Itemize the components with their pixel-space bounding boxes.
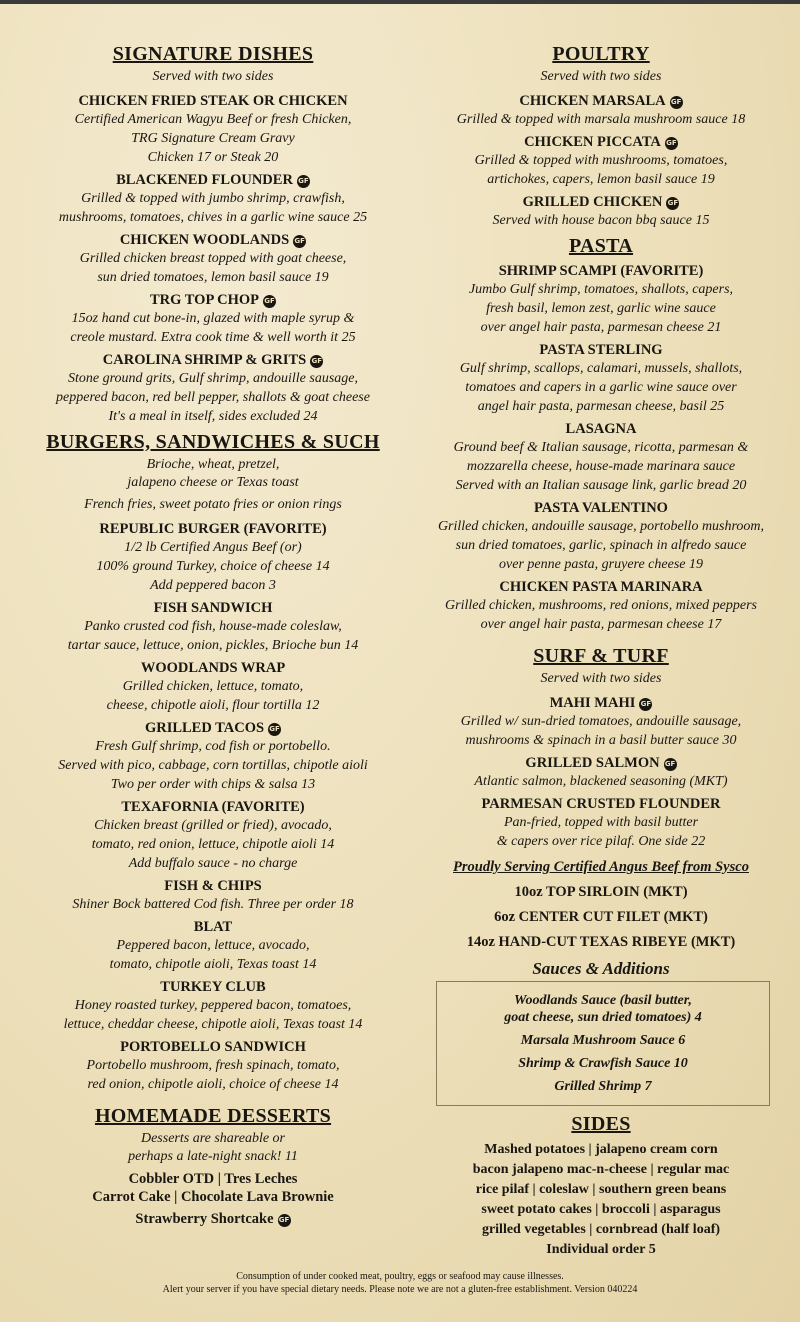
menu-item-description: tomato, chipotle aioli, Texas toast 14 (109, 957, 317, 972)
menu-item (420, 694, 782, 750)
desserts-subtitle-line: perhaps a late-night snack! 11 (128, 1149, 298, 1164)
surf-turf-subtitle: Served with two sides (540, 671, 662, 686)
menu-item-name: TURKEY CLUB (160, 979, 266, 995)
menu-item-name: GRILLED TACOS (144, 720, 265, 736)
menu-item-description: Honey roasted turkey, peppered bacon, tomatoes, (74, 998, 352, 1013)
sides-line: rice pilaf | coleslaw | southern green beans (475, 1182, 727, 1197)
gluten-free-icon: GF (278, 1214, 291, 1227)
gluten-free-icon: GF (293, 235, 306, 248)
menu-item-title (12, 599, 414, 617)
menu-item-title (420, 499, 782, 517)
sauce-item-line: Grilled Shrimp 7 (554, 1079, 652, 1094)
menu-item-description: Fresh Gulf shrimp, cod fish or portobello. (95, 739, 331, 754)
sauces-box (436, 981, 770, 1106)
menu-item (420, 499, 782, 574)
menu-item (12, 599, 414, 655)
surf-turf-heading: SURF & TURF (533, 645, 669, 667)
burgers-subtitle (12, 456, 414, 492)
dessert-line-text: Strawberry Shortcake (135, 1211, 274, 1227)
menu-item (420, 92, 782, 129)
menu-item-title (12, 798, 414, 816)
menu-item-description: Jumbo Gulf shrimp, tomatoes, shallots, capers, (468, 282, 734, 297)
menu-item-title (12, 171, 414, 189)
menu-item-description: 1/2 lb Certified Angus Beef (or) (124, 540, 302, 555)
right-column (420, 42, 782, 1260)
menu-item-description: tomato, red onion, lettuce, chipotle aioli 14 (91, 837, 335, 852)
burgers-subtitle-line: Brioche, wheat, pretzel, (146, 457, 280, 472)
menu-item-name: CHICKEN WOODLANDS (119, 232, 290, 248)
menu-item-description: over angel hair pasta, parmesan cheese 21 (480, 320, 722, 335)
menu-item-description: fresh basil, lemon zest, garlic wine sauce (486, 301, 716, 316)
angus-beef-note: Proudly Serving Certified Angus Beef from Sysco (453, 859, 749, 875)
menu-item-description: lettuce, cheddar cheese, chipotle aioli, Texas toast 14 (63, 1017, 363, 1032)
menu-item-description: cheese, chipotle aioli, flour tortilla 12 (106, 698, 320, 713)
menu-item-description: Gulf shrimp, scallops, calamari, mussels, shallots, (459, 361, 743, 376)
menu-item-description: Grilled chicken, andouille sausage, portobello mushroom, (437, 519, 765, 534)
menu-item-description: sun dried tomatoes, garlic, spinach in alfredo sauce (455, 538, 747, 553)
menu-item-title (12, 520, 414, 538)
menu-item (12, 918, 414, 974)
menu-item-description: artichokes, capers, lemon basil sauce 19 (487, 172, 715, 187)
menu-item-title (420, 694, 782, 712)
menu-item-description: over penne pasta, gruyere cheese 19 (499, 557, 703, 572)
menu-item-title (420, 420, 782, 438)
menu-item (12, 92, 414, 167)
menu-item-title (420, 795, 782, 813)
pasta-heading: PASTA (568, 235, 634, 257)
menu-item-name: GRILLED CHICKEN (522, 194, 663, 210)
gluten-free-icon: GF (670, 96, 683, 109)
menu-item (12, 171, 414, 227)
menu-item-title (420, 341, 782, 359)
menu-item-description: Grilled & topped with marsala mushroom sauce 18 (456, 112, 746, 127)
menu-item-name: TRG TOP CHOP (149, 292, 260, 308)
sides-heading: SIDES (571, 1113, 631, 1135)
menu-item-name: PARMESAN CRUSTED FLOUNDER (481, 796, 721, 812)
menu-item (12, 659, 414, 715)
signature-items (12, 92, 414, 426)
menu-item-name: SHRIMP SCAMPI (FAVORITE) (498, 263, 704, 279)
menu-item-description: Grilled chicken breast topped with goat cheese, (79, 251, 347, 266)
signature-subtitle: Served with two sides (152, 69, 274, 84)
menu-item-description: Chicken 17 or Steak 20 (147, 150, 279, 165)
menu-item (420, 262, 782, 337)
menu-item-title (12, 877, 414, 895)
menu-item-description: Served with house bacon bbq sauce 15 (492, 213, 710, 228)
menu-item-description: Chicken breast (grilled or fried), avocado, (94, 818, 332, 833)
menu-item-name: LASAGNA (565, 421, 637, 437)
sauce-item-line: goat cheese, sun dried tomatoes) 4 (504, 1010, 702, 1025)
menu-item-name: BLACKENED FLOUNDER (116, 172, 293, 188)
gluten-free-icon: GF (666, 197, 679, 210)
burgers-heading: BURGERS, SANDWICHES & SUCH (46, 431, 380, 453)
menu-item (12, 520, 414, 595)
left-column (12, 42, 414, 1228)
menu-item-name: TEXAFORNIA (FAVORITE) (121, 799, 305, 815)
sides-line: bacon jalapeno mac-n-cheese | regular mac (472, 1162, 730, 1177)
menu-item-title (12, 1038, 414, 1056)
footer-notice: Alert your server if you have special dietary needs. Please note we are not a gluten-free establishment. Version 040224 (162, 1284, 638, 1295)
menu-item-title (12, 659, 414, 677)
menu-item-description: Served with an Italian sausage link, garlic bread 20 (455, 478, 747, 493)
gluten-free-icon: GF (297, 175, 310, 188)
sauces-heading: Sauces & Additions (532, 959, 670, 978)
dessert-line: Carrot Cake | Chocolate Lava Brownie (92, 1189, 334, 1205)
menu-item-title (12, 918, 414, 936)
footer-warning: Consumption of under cooked meat, poultry, eggs or seafood may cause illnesses. (236, 1271, 564, 1282)
sauce-item-line: Marsala Mushroom Sauce 6 (520, 1033, 686, 1048)
gluten-free-icon: GF (665, 137, 678, 150)
steak-item: 14oz HAND-CUT TEXAS RIBEYE (MKT) (466, 934, 736, 950)
menu-item-name: PASTA VALENTINO (534, 500, 668, 516)
menu-item-description: sun dried tomatoes, lemon basil sauce 19 (97, 270, 329, 285)
desserts-heading: HOMEMADE DESSERTS (94, 1105, 332, 1127)
menu-item-title (12, 231, 414, 249)
gluten-free-icon: GF (639, 698, 652, 711)
menu-item (420, 341, 782, 416)
menu-item-description: angel hair pasta, parmesan cheese, basil 25 (477, 399, 725, 414)
menu-item-description: Stone ground grits, Gulf shrimp, andouille sausage, (68, 371, 358, 386)
menu-item (420, 193, 782, 230)
menu-item-name: CHICKEN PASTA MARINARA (499, 579, 703, 595)
menu-item-description: red onion, chipotle aioli, choice of cheese 14 (87, 1077, 339, 1092)
surf-items (420, 694, 782, 851)
menu-item (12, 978, 414, 1034)
menu-item-description: over angel hair pasta, parmesan cheese 17 (480, 617, 722, 632)
menu-item-description: Portobello mushroom, fresh spinach, tomato, (86, 1058, 340, 1073)
menu-item (420, 420, 782, 495)
menu-item-description: Atlantic salmon, blackened seasoning (MKT) (474, 774, 728, 789)
menu-item-description: tartar sauce, lettuce, onion, pickles, Brioche bun 14 (67, 638, 359, 653)
menu-item (420, 795, 782, 851)
sauce-item (443, 992, 763, 1026)
sides-line: Mashed potatoes | jalapeno cream corn (484, 1142, 718, 1157)
footer (0, 1270, 800, 1296)
menu-item-name: FISH SANDWICH (153, 600, 273, 616)
menu-item-description: mushrooms, tomatoes, chives in a garlic wine sauce 25 (58, 210, 368, 225)
menu-item (420, 133, 782, 189)
menu-item-description: & capers over rice pilaf. One side 22 (496, 834, 706, 849)
menu-item (12, 291, 414, 347)
sides-list (420, 1140, 782, 1260)
sauce-item (443, 1032, 763, 1049)
menu-item-title (12, 351, 414, 369)
poultry-heading: POULTRY (552, 43, 650, 65)
menu-item-description: Grilled chicken, mushrooms, red onions, mixed peppers (445, 598, 757, 613)
menu-item (12, 798, 414, 873)
sauce-item (443, 1078, 763, 1095)
menu-item (12, 231, 414, 287)
poultry-items (420, 92, 782, 230)
menu-item-title (420, 193, 782, 211)
menu-item-title (420, 578, 782, 596)
menu-item-name: WOODLANDS WRAP (140, 660, 286, 676)
menu-item (12, 877, 414, 914)
menu-item-description: Ground beef & Italian sausage, ricotta, parmesan & (453, 440, 749, 455)
menu-item-description: Add buffalo sauce - no charge (128, 856, 298, 871)
desserts-subtitle-line: Desserts are shareable or (140, 1131, 285, 1146)
burgers-sides-note: French fries, sweet potato fries or onion rings (84, 497, 342, 512)
menu-item-description: Add peppered bacon 3 (150, 578, 276, 593)
sauce-item (443, 1055, 763, 1072)
gluten-free-icon: GF (310, 355, 323, 368)
menu-item-name: CHICKEN FRIED STEAK OR CHICKEN (78, 93, 348, 109)
gluten-free-icon: GF (263, 295, 276, 308)
menu-item-title (420, 262, 782, 280)
menu-item (12, 1038, 414, 1094)
steak-item: 6oz CENTER CUT FILET (MKT) (494, 909, 708, 925)
menu-item-name: REPUBLIC BURGER (FAVORITE) (99, 521, 327, 537)
dessert-line: Cobbler OTD | Tres Leches (128, 1171, 298, 1187)
sauce-item-line: Shrimp & Crawfish Sauce 10 (518, 1056, 688, 1071)
pasta-items (420, 262, 782, 634)
sides-line: grilled vegetables | cornbread (half loaf) (481, 1222, 721, 1237)
menu-item-name: GRILLED SALMON (525, 755, 660, 771)
menu-item-description: tomatoes and capers in a garlic wine sauce over (465, 380, 737, 395)
sauce-item-line: Woodlands Sauce (basil butter, (514, 993, 692, 1008)
menu-item-name: MAHI MAHI (549, 695, 636, 711)
menu-item-description: peppered bacon, red bell pepper, shallots & goat cheese (56, 390, 370, 405)
desserts-subtitle (12, 1130, 414, 1166)
menu-item-description: Shiner Bock battered Cod fish. Three per order 18 (72, 897, 354, 912)
menu-item-description: Two per order with chips & salsa 13 (110, 777, 316, 792)
steak-item: 10oz TOP SIRLOIN (MKT) (514, 884, 688, 900)
sides-line: sweet potato cakes | broccoli | asparagus (481, 1202, 721, 1217)
sides-line: Individual order 5 (546, 1242, 656, 1257)
menu-item-title (12, 291, 414, 309)
menu-item-description: Served with pico, cabbage, corn tortillas, chipotle aioli (58, 758, 368, 773)
menu-item-title (420, 133, 782, 151)
menu-item-name: PORTOBELLO SANDWICH (120, 1039, 306, 1055)
signature-heading: SIGNATURE DISHES (112, 43, 314, 65)
menu-item-name: CHICKEN PICCATA (524, 134, 661, 150)
burger-items (12, 520, 414, 1094)
menu-item-description: 100% ground Turkey, choice of cheese 14 (96, 559, 330, 574)
menu-item-title (420, 754, 782, 772)
menu-item-description: Grilled w/ sun-dried tomatoes, andouille sausage, (460, 714, 742, 729)
gluten-free-icon: GF (664, 758, 677, 771)
menu-item-title (12, 92, 414, 110)
menu-item-description: mozzarella cheese, house-made marinara sauce (466, 459, 736, 474)
menu-item-description: TRG Signature Cream Gravy (131, 131, 295, 146)
menu-item (420, 754, 782, 791)
dessert-line (12, 1210, 414, 1228)
gluten-free-icon: GF (268, 723, 281, 736)
menu-item-name: BLAT (193, 919, 233, 935)
menu-item (420, 578, 782, 634)
menu-item-description: 15oz hand cut bone-in, glazed with maple syrup & (71, 311, 355, 326)
menu-item-title (12, 978, 414, 996)
menu-item-description: It's a meal in itself, sides excluded 24 (108, 409, 318, 424)
poultry-subtitle: Served with two sides (540, 69, 662, 84)
menu-item-description: Peppered bacon, lettuce, avocado, (116, 938, 310, 953)
menu-item-description: Panko crusted cod fish, house-made coleslaw, (84, 619, 342, 634)
menu-item-description: mushrooms & spinach in a basil butter sauce 30 (465, 733, 737, 748)
menu-item (12, 719, 414, 794)
menu-item-title (420, 92, 782, 110)
menu-item-description: Grilled & topped with jumbo shrimp, crawfish, (81, 191, 345, 206)
menu-item-name: CHICKEN MARSALA (519, 93, 666, 109)
menu-item-description: Grilled chicken, lettuce, tomato, (122, 679, 304, 694)
menu-item-name: PASTA STERLING (539, 342, 663, 358)
menu-item-title (12, 719, 414, 737)
menu-item-name: FISH & CHIPS (164, 878, 262, 894)
menu-item (12, 351, 414, 426)
menu-item-description: Pan-fried, topped with basil butter (503, 815, 699, 830)
menu-item-name: CAROLINA SHRIMP & GRITS (102, 352, 307, 368)
burgers-subtitle-line: jalapeno cheese or Texas toast (127, 475, 299, 490)
menu-item-description: Certified American Wagyu Beef or fresh Chicken, (74, 112, 352, 127)
menu-item-description: creole mustard. Extra cook time & well worth it 25 (70, 330, 356, 345)
menu-item-description: Grilled & topped with mushrooms, tomatoes, (474, 153, 728, 168)
